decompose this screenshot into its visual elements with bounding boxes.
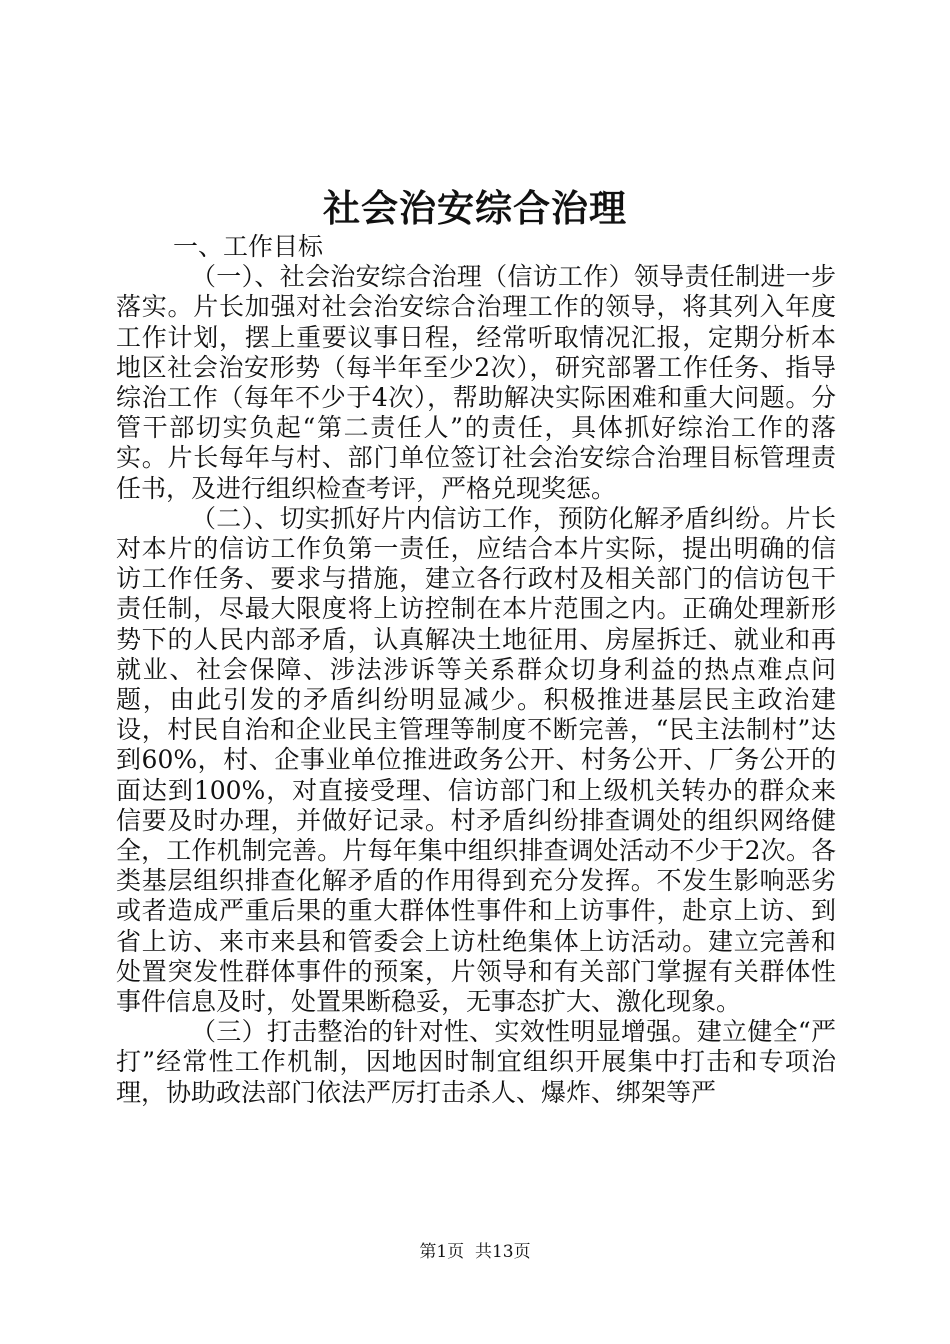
page-number: 第1页 共13页 bbox=[419, 1242, 531, 1262]
paragraph-1: （一）、社会治安综合治理（信访工作）领导责任制进一步落实。片长加强对社会治安综合治理工作的领导，将其列入年度工作计划，摆上重要议事日程，经常听取情况汇报，定期分析本地区社会治安形势（每半年至少2次），研究部署工作任务、指导综治工作（每年不少于4次），帮助解决实际困难和重大问题。分管干部切实负起“第二责任人”的责任，具体抓好综治工作的落实。片长每年与村、部门单位签订社会治安综合治理目标管理责任书，及进行组织检查考评，严格兑现奖惩。 bbox=[116, 262, 836, 503]
document-body bbox=[116, 232, 836, 1108]
document-title: 社会治安综合治理 bbox=[323, 186, 627, 230]
paragraph-2: （二）、切实抓好片内信访工作，预防化解矛盾纠纷。片长对本片的信访工作负第一责任，应结合本片实际，提出明确的信访工作任务、要求与措施，建立各行政村及相关部门的信访包干责任制，尽最大限度将上访控制在本片范围之内。正确处理新形势下的人民内部矛盾，认真解决土地征用、房屋拆迁、就业和再就业、社会保障、涉法涉诉等关系群众切身利益的热点难点问题，由此引发的矛盾纠纷明显减少。积极推进基层民主政治建设，村民自治和企业民主管理等制度不断完善，“民主法制村”达到60%，村、企事业单位推进政务公开、村务公开、厂务公开的面达到100%，对直接受理、信访部门和上级机关转办的群众来信要及时办理，并做好记录。村矛盾纠纷排查调处的组织网络健全，工作机制完善。片每年集中组织排查调处活动不少于2次。各类基层组织排查化解矛盾的作用得到充分发挥。不发生影响恶劣或者造成严重后果的重大群体性事件和上访事件，赴京上访、到省上访、来市来县和管委会上访杜绝集体上访活动。建立完善和处置突发性群体事件的预案，片领导和有关部门掌握有关群体性事件信息及时，处置果断稳妥，无事态扩大、激化现象。 bbox=[116, 503, 836, 1017]
page-footer bbox=[0, 1240, 950, 1264]
section-heading: 一、工作目标 bbox=[173, 232, 324, 261]
paragraph-3: （三）打击整治的针对性、实效性明显增强。建立健全“严打”经常性工作机制，因地因时制宜组织开展集中打击和专项治理，协助政法部门依法严厉打击杀人、爆炸、绑架等严 bbox=[116, 1017, 836, 1107]
